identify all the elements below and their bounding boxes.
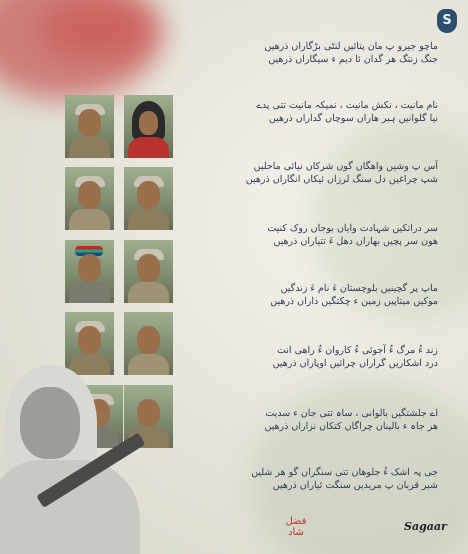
poem-stanza [218, 344, 438, 370]
poem-stanza [218, 282, 438, 308]
poem-stanza [218, 160, 438, 186]
portrait-photo [65, 167, 114, 230]
portrait-photo [65, 240, 114, 303]
shield-logo-icon [437, 9, 457, 33]
poem-line: نام مانیت ، نکش مانیت ، نمیکہ مانیت تتی پدے [256, 100, 438, 111]
portrait-photo [124, 240, 173, 303]
poem-line: نیا گلوانیں ہبر ھاراں سوچاں گداراں ذرھیں [268, 113, 438, 124]
poem-line: درد اشکاریں گراراں چرائیں اوپاراں ذرھیں [272, 358, 438, 369]
poem-line: ھر جاہ ء بالیناں چراگاں کتکاں نزاراں ذرھیں [264, 421, 438, 432]
poem-line: سر دراتکیں شہادت وایاں بوجاں روک کنیت [267, 223, 438, 234]
poem-stanza [218, 99, 438, 125]
red-paint-wash-2 [40, 0, 160, 60]
poem-stanza [218, 40, 438, 66]
logo-mark: S [442, 13, 452, 28]
portrait-photo [124, 167, 173, 230]
featured-portrait [0, 365, 150, 554]
poem-line: آس پ وشیں واھگاں گوں شرکاں نیائی ماحلیں [253, 161, 438, 172]
poem-stanza [218, 466, 438, 492]
poem-line: جنگ زنتگ ھر گدان ئا دیم ء سیگاراں ذرھیں [268, 54, 438, 65]
poem-line: اے جلشتگیں بالوانی ، ساہ تتی جان ء سدیت [265, 408, 438, 419]
portrait-photo [65, 95, 114, 158]
poet-name: فضل شاد [285, 516, 307, 538]
poem-line: شپ چراغیں دل سنگ لرزاں ئیکاں انگاراں ذرھیں [245, 174, 438, 185]
poem-line: شیر قربان پ مریدیں سنگت ئیاراں ذرھیں [272, 480, 438, 491]
poem-line: ھون سر پچیں بھاراں دھل ءَ تتیاراں ذرھیں [273, 236, 438, 247]
portrait-photo [124, 95, 173, 158]
poem-stanza [218, 222, 438, 248]
poem-line: جی پہ اشک ءُ جلوھاں تتی سنگراں گو ھر شلیں [251, 467, 438, 478]
poem-line: ماچو جیرو پ مان پتائیں لنٹی بڑگاراں ذرھیں [264, 41, 438, 52]
poem-line: ماپ پر گچینیں بلوچستان ءَ نام ءَ زندگیں [280, 283, 438, 294]
poem-line: زند ءُ مرگ ءُ آجوئی ءُ کاروان ءُ راھی انت [276, 345, 438, 356]
poem-line: موکیں میتاپیں زمین ء چکتگیں داراں ذرھیں [270, 296, 438, 307]
artist-signature: Sagaar [404, 520, 447, 533]
poem-stanza [218, 407, 438, 433]
